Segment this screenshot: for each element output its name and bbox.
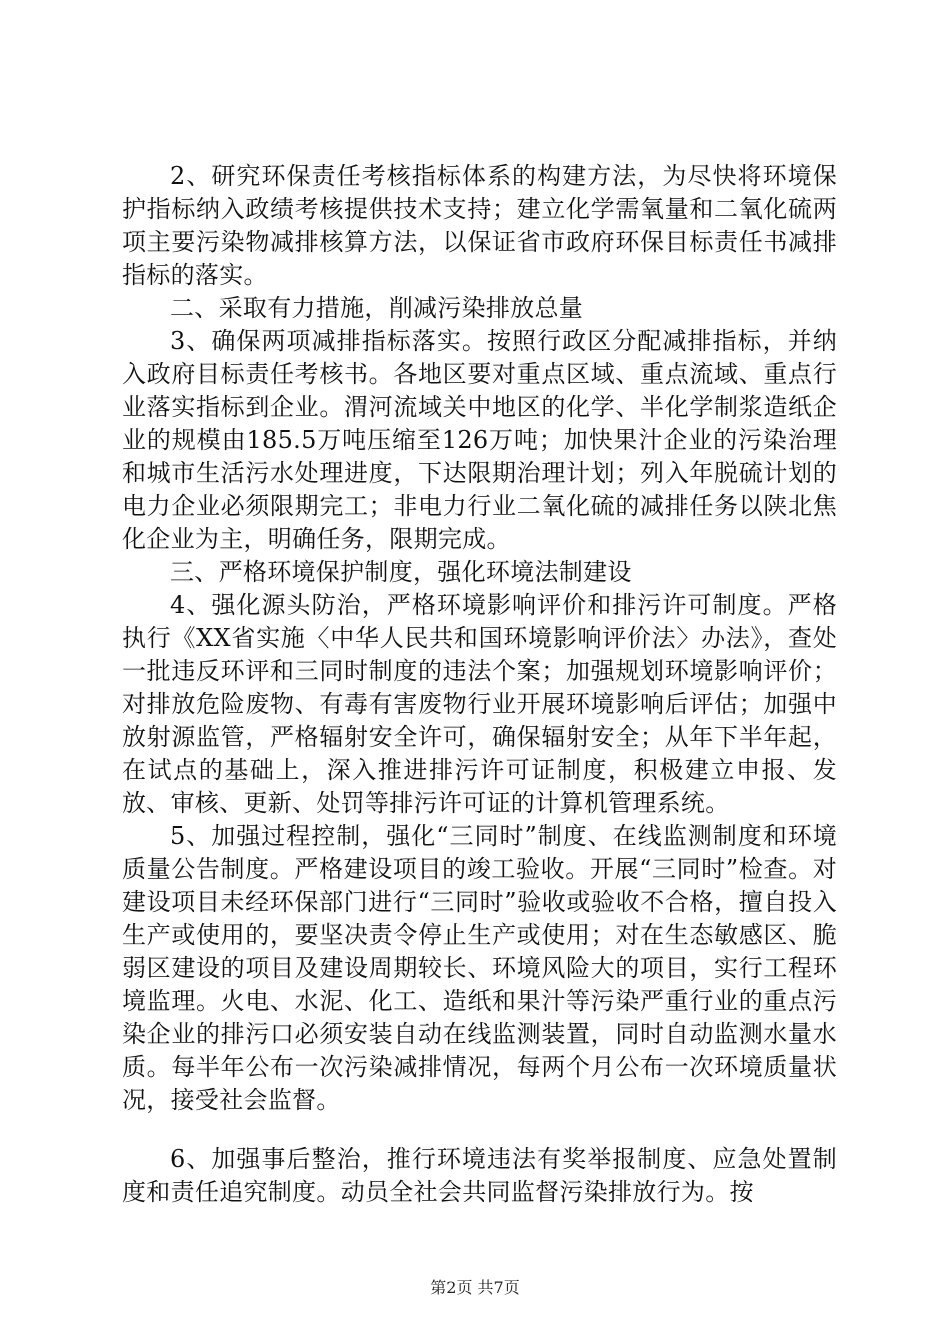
paragraph-4: 4、强化源头防治，严格环境影响评价和排污许可制度。严格执行《XX省实施〈中华人民共和国环境影响评价法〉办法》，查处一批违反环评和三同时制度的违法个案；加强规划环境影响评价；对排放危险废物、有毒有害废物行业开展环境影响后评估；加强中放射源监管，严格辐射安全许可，确保辐射安全；从年下半年起，在试点的基础上，深入推进排污许可证制度，积极建立申报、发放、审核、更新、处罚等排污许可证的计算机管理系统。 [122,591,837,817]
paragraph-6: 6、加强事后整治，推行环境违法有奖举报制度、应急处置制度和责任追究制度。动员全社会共同监督污染排放行为。按 [122,1145,837,1206]
paragraph-2: 2、研究环保责任考核指标体系的构建方法，为尽快将环境保护指标纳入政绩考核提供技术支持；建立化学需氧量和二氧化硫两项主要污染物减排核算方法，以保证省市政府环保目标责任书减排指标的落实。 [122,162,837,289]
paragraph-3: 3、确保两项减排指标落实。按照行政区分配减排指标，并纳入政府目标责任考核书。各地区要对重点区域、重点流域、重点行业落实指标到企业。渭河流域关中地区的化学、半化学制浆造纸企业的规模由185.5万吨压缩至126万吨；加快果汁企业的污染治理和城市生活污水处理进度，下达限期治理计划；列入年脱硫计划的电力企业必须限期完工；非电力行业二氧化硫的减排任务以陕北焦化企业为主，明确任务，限期完成。 [122,327,837,553]
page-number-footer: 第2页 共7页 [430,1278,520,1297]
paragraph-spacer [122,1117,837,1143]
paragraph-5: 5、加强过程控制，强化“三同时”制度、在线监测制度和环境质量公告制度。严格建设项目的竣工验收。开展“三同时”检查。对建设项目未经环保部门进行“三同时”验收或验收不合格，擅自投入生产或使用的，要坚决责令停止生产或使用；对在生态敏感区、脆弱区建设的项目及建设周期较长、环境风险大的项目，实行工程环境监理。火电、水泥、化工、造纸和果汁等污染严重行业的重点污染企业的排污口必须安装自动在线监测装置，同时自动监测水量水质。每半年公布一次污染减排情况，每两个月公布一次环境质量状况，接受社会监督。 [122,822,837,1114]
section-heading-2: 二、采取有力措施，削减污染排放总量 [170,294,584,322]
section-heading-3: 三、严格环境保护制度，强化环境法制建设 [170,558,632,586]
document-body [122,160,837,1209]
